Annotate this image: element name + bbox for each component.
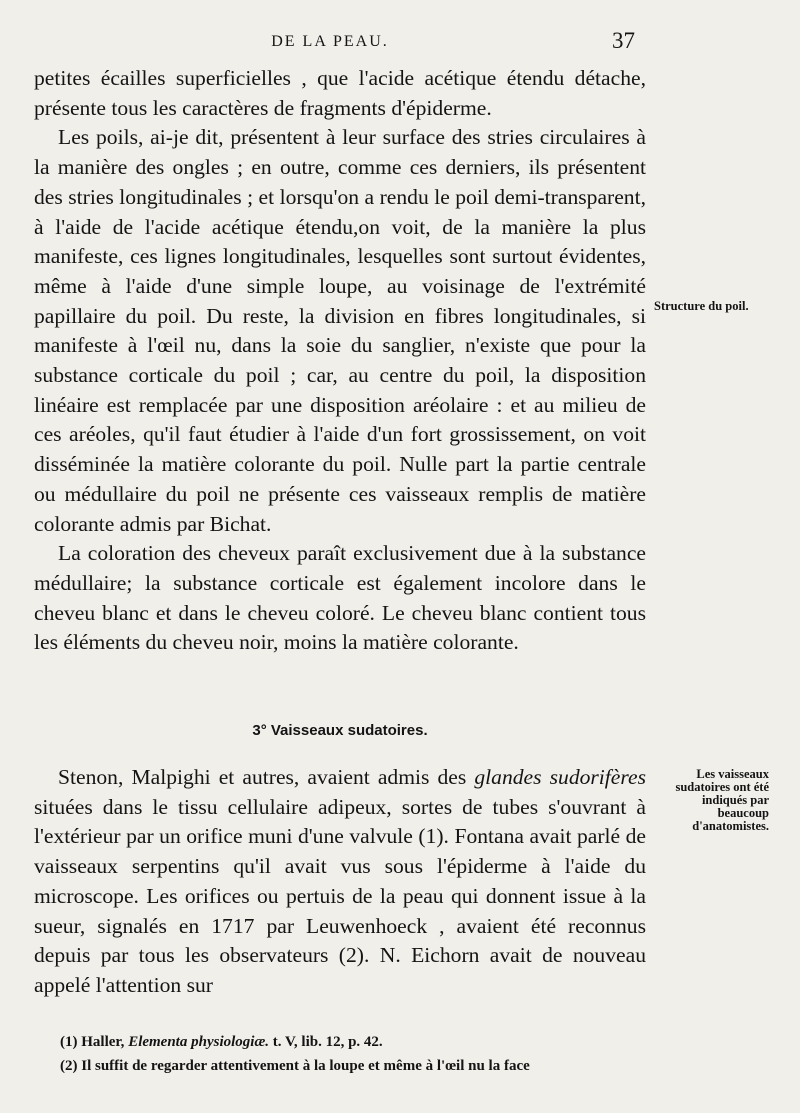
body-text-block [34,64,646,658]
running-header: DE LA PEAU. [271,33,389,50]
footnote-title: Elementa physiologiæ. [128,1034,270,1050]
footnotes [60,1030,650,1078]
footnote-2: (2) Il suffit de regarder attentivement à la loupe et même à l'œil nu la face [60,1058,530,1074]
body-text-block [34,763,646,1001]
page-number: 37 [612,28,635,53]
footnote-text: (1) Haller, [60,1034,129,1050]
paragraph: Les poils, ai-je dit, présentent à leur surface des stries circulaires à la manière des ongles ; en outre, comme ces derniers, ils présentent des stries longitudinales ; et lorsqu'on a rendu le poil demi-transparent, à l'aide de l'acide acétique étendu,on voit, de la manière la plus manifeste, ces lignes longitudinales, lesquelles sont surtout évidentes, même à l'aide d'une simple loupe, au voisinage de l'extrémité papillaire du poil. Du reste, la division en fibres longitudinales, si manifeste à l'œil nu, dans la soie du sanglier, n'existe que pour la substance corticale du poil ; car, au centre du poil, la disposition linéaire est remplacée par une disposition aréolaire : et au milieu de ces aréoles, qu'il faut étudier à l'aide d'un fort grossissement, on voit disséminée la matière colorante du poil. Nulle part la partie centrale ou médullaire du poil ne présente ces vaisseaux remplis de matière colorante admis par Bichat. [34,125,646,536]
text-run: Stenon, Malpighi et autres, avaient admis des [58,765,475,789]
section-heading: 3° Vaisseaux sudatoires. [252,722,428,739]
footnote-text: t. V, lib. 12, p. 42. [269,1034,383,1050]
paragraph: petites écailles superficielles , que l'acide acétique étendu détache, présente tous les caractères de fragments d'épiderme. [34,66,646,120]
text-run: situées dans le tissu cellulaire adipeux, sortes de tubes s'ouvrant à l'extérieur par un orifice muni d'une valvule (1). Fontana avait parlé de vaisseaux serpentins qu'il avait vus sous l'épiderme à l'aide du microscope. Les orifices ou pertuis de la peau qui donnent issue à la sueur, signalés en 1717 par Leuwenhoeck , avaient été reconnus depuis par tous les observateurs (2). N. Eichorn avait de nouveau appelé l'attention sur [34,794,646,997]
margin-note-vessels: Les vaisseaux sudatoires ont été indiqués par beaucoup d'anatomistes. [675,767,769,833]
italic-term: glandes sudorifères [474,765,646,789]
footnote-1 [60,1030,650,1054]
paragraph [34,763,646,1001]
margin-note-structure: Structure du poil. [654,299,749,313]
paragraph: La coloration des cheveux paraît exclusivement due à la substance médullaire; la substance corticale est également incolore dans le cheveu blanc et dans le cheveu coloré. Le cheveu blanc contient tous les éléments du cheveu noir, moins la matière colorante. [34,541,646,655]
